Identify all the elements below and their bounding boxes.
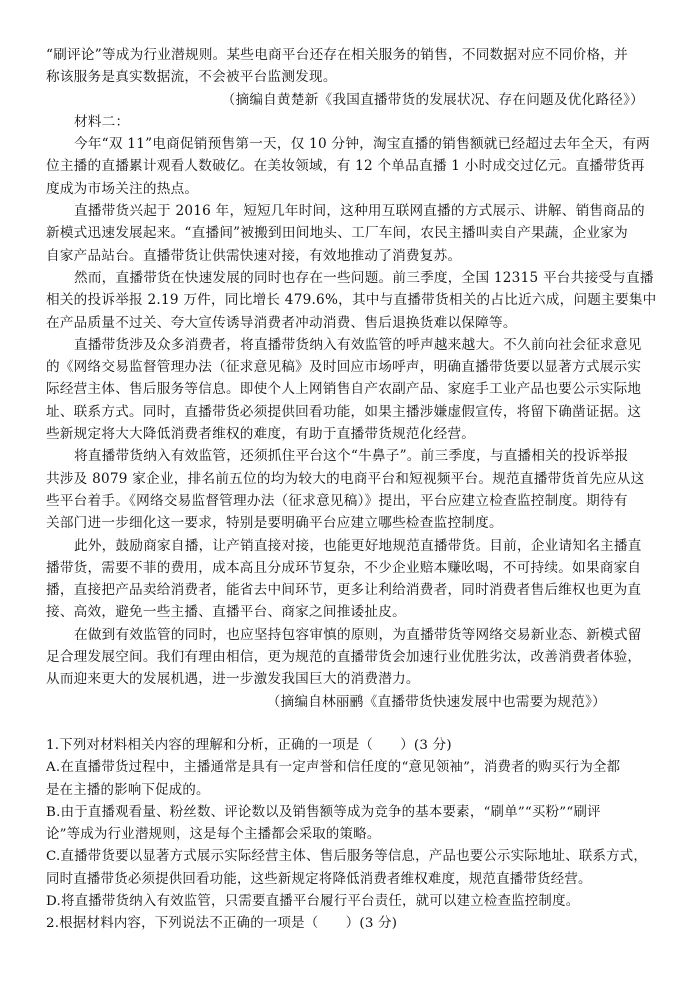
text-line: 此外，鼓励商家自播，让产销直接对接，也能更好地规范直播带货。目前，企业请知名主播直 [74, 537, 642, 554]
option-b: B.由于直播观看量、粉丝数、评论数以及销售额等成为竞争的基本要素，“刷单”“买粉”“刷评 [46, 804, 601, 820]
question-1: 1.下列对材料相关内容的理解和分析，正确的一项是（ ）(3 分) [46, 737, 452, 753]
text-line: 将直播带货纳入有效监管，还须抓住平台这个“牛鼻子”。前三季度，与直播相关的投诉举报 [74, 448, 629, 465]
text-line: 的《网络交易监督管理办法（征求意见稿》及时回应市场呼声，明确直播带货要以显著方式展示实 [46, 359, 642, 376]
option-c-cont: 同时直播带货必须提供回看功能，这些新规定将降低消费者维权难度，规范直播带货经营。 [46, 871, 592, 887]
option-a: A.在直播带货过程中，主播通常是具有一定声誉和信任度的“意见领袖”，消费者的购买行为全都 [46, 760, 621, 776]
text-line: 在做到有效监管的同时，也应坚持包容审慎的原则，为直播带货等网络交易新业态、新模式留 [74, 626, 642, 643]
text-line: 自家产品站台。直播带货让供需快速对接，有效地推动了消费复苏。 [46, 247, 462, 264]
text-line: 在产品质量不过关、夸大宣传诱导消费者冲动消费、售后退换货难以保障等。 [46, 314, 517, 331]
text-line: 些新规定将大大降低消费者维权的难度，有助于直播带货规范化经营。 [46, 426, 476, 443]
text-line: 新模式迅速发展起来。“直播间”被搬到田间地头、工厂车间，农民主播叫卖自产果蔬，企业家为 [46, 225, 628, 242]
text-line: 度成为市场关注的热点。 [46, 180, 199, 197]
text-line: 位主播的直播累计观看人数破亿。在美妆领域，有 12 个单品直播 1 小时成交过亿元。直播带货再 [46, 158, 645, 175]
text-line: 关部门进一步细化这一要求，特别是要明确平台应建立哪些检查监控制度。 [46, 515, 503, 532]
text-line: 些平台着手。《网络交易监督管理办法（征求意见稿）》提出，平台应建立检查监控制度。期待有 [46, 492, 628, 509]
text-line: 接、高效，避免一些主播、直播平台、商家之间推诿扯皮。 [46, 604, 406, 621]
source-citation: （摘编自林丽鹂《直播带货快速发展中也需要为规范》） [266, 693, 606, 710]
source-citation: （摘编自黄楚新《我国直播带货的发展状况、存在问题及优化路径》） [221, 91, 644, 108]
text-line: “刷评论”等成为行业潜规则。某些电商平台还存在相关服务的销售，不同数据对应不同价格，并 [46, 47, 628, 63]
text-line: 相关的投诉举报 2.19 万件，同比增长 479.6%，其中与直播带货相关的占比近六成，问题主要集中 [46, 292, 657, 309]
spacer [46, 713, 650, 735]
text-line: 播，直接把产品卖给消费者，能省去中间环节，更多让利给消费者，同时消费者售后维权也更为直 [46, 582, 642, 599]
text-line: 然而，直播带货在快速发展的同时也存在一些问题。前三季度，全国 12315 平台共接受与直播 [74, 269, 654, 286]
text-line: 足合理发展空间。我们有理由相信，更为规范的直播带货会加速行业优胜劣汰，改善消费者体验， [46, 649, 642, 666]
text-line: 址、联系方式。同时，直播带货必须提供回看功能，如果主播涉嫌虚假宣传，将留下确凿证据。这 [46, 403, 642, 420]
text-line: 直播带货涉及众多消费者，将直播带货纳入有效监管的呼声越来越大。不久前向社会征求意见 [74, 336, 642, 353]
text-line: 称该服务是真实数据流，不会被平台监测发现。 [46, 69, 337, 86]
text-line: 播带货，需要不菲的费用，成本高且分成环节复杂，不少企业赔本赚吆喝，不可持续。如果商家自 [46, 559, 642, 576]
option-a-cont: 是在主播的影响下促成的。 [46, 782, 210, 798]
text-line: 今年“双 11”电商促销预售第一天，仅 10 分钟，淘宝直播的销售额就已经超过去年全天，有两 [74, 136, 650, 153]
option-b-cont: 论”等成为行业潜规则，这是每个主播都会采取的策略。 [46, 827, 381, 843]
text-line: 共涉及 8079 家企业，排名前五位的均为较大的电商平台和短视频平台。规范直播带货首先应从这 [46, 470, 645, 487]
option-c: C.直播带货要以显著方式展示实际经营主体、售后服务等信息，产品也要公示实际地址、联系方式， [46, 849, 648, 865]
question-2: 2.根据材料内容，下列说法不正确的一项是（ ）(3 分) [46, 916, 398, 932]
text-line: 直播带货兴起于 2016 年，短短几年时间，这种用互联网直播的方式展示、讲解、销售商品的 [74, 203, 645, 220]
option-d: D.将直播带货纳入有效监管，只需要直播平台履行平台责任，就可以建立检查监控制度。 [46, 893, 580, 909]
document-page [46, 44, 657, 936]
text-line: 际经营主体、售后服务等信息。即使个人上网销售自产农副产品、家庭手工业产品也要公示实际地 [46, 381, 642, 398]
section-heading: 材料二： [74, 113, 130, 130]
text-line: 从而迎来更大的发展机遇，进一步激发我国巨大的消费潜力。 [46, 671, 420, 688]
